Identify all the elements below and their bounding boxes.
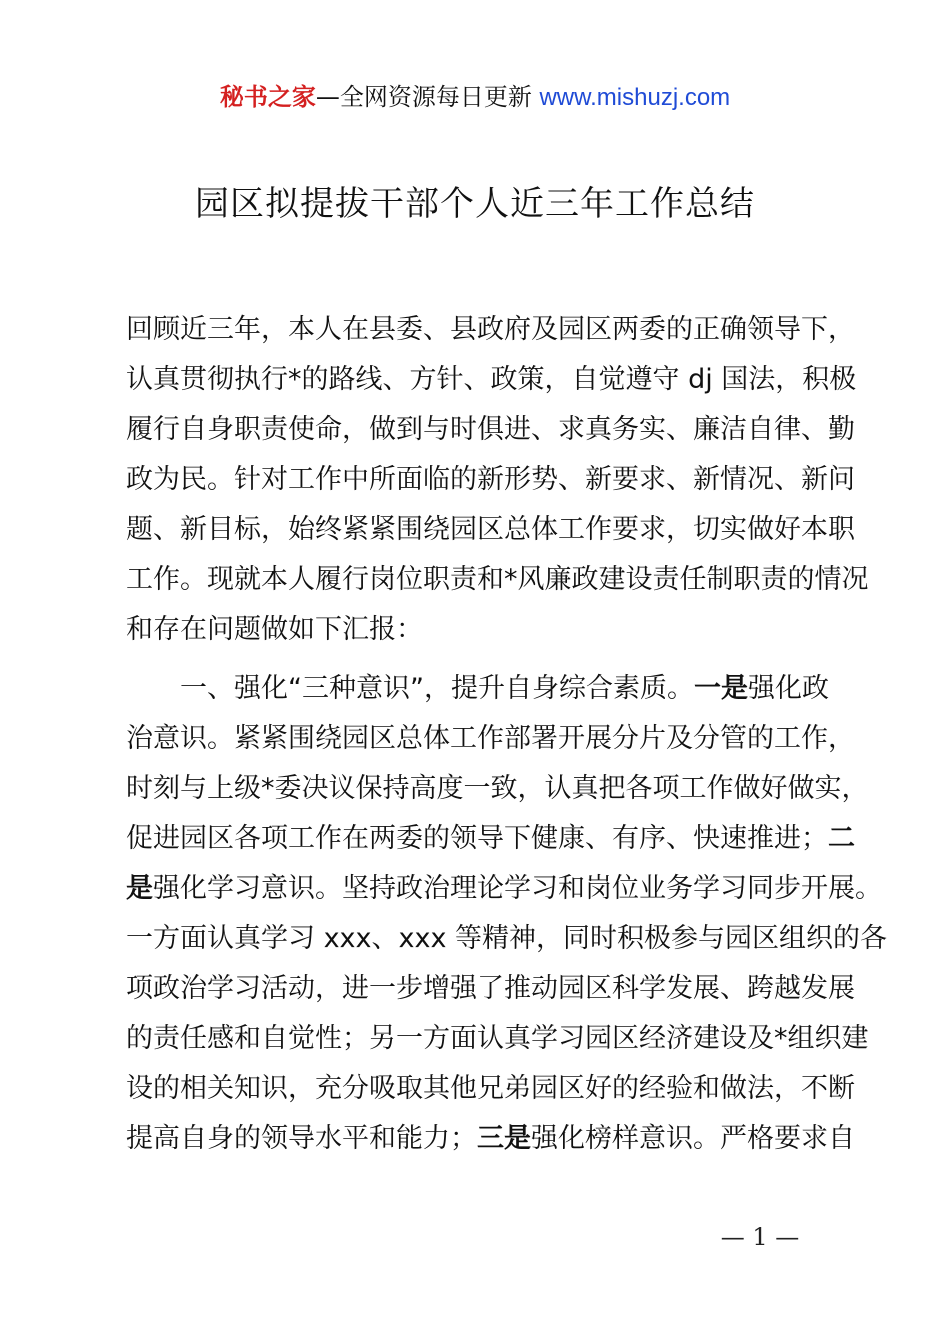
text-line: 认真贯彻执行*的路线、方针、政策，自觉遵守 dj 国法，积极 bbox=[126, 364, 857, 395]
text-line: 的责任感和自觉性；另一方面认真学习园区经济建设及*组织建 bbox=[126, 1023, 869, 1054]
bold-marker: 是 bbox=[126, 873, 153, 904]
document-title: 园区拟提拔干部个人近三年工作总结 bbox=[195, 184, 755, 224]
section-heading: 一、强化“三种意识”，提升自身综合素质。 bbox=[180, 673, 694, 704]
text-line: 政为民。针对工作中所面临的新形势、新要求、新情况、新问 bbox=[126, 464, 855, 495]
text-line: 和存在问题做如下汇报： bbox=[126, 614, 423, 645]
site-header bbox=[0, 80, 950, 115]
text-line bbox=[126, 664, 838, 714]
bold-marker: 一是 bbox=[693, 673, 748, 704]
brand-name: 秘书之家 bbox=[219, 83, 316, 111]
text-run: 强化学习意识。坚持政治理论学习和岗位业务学习同步开展。 bbox=[153, 873, 882, 904]
text-line: 时刻与上级*委决议保持高度一致，认真把各项工作做好做实， bbox=[126, 773, 869, 804]
document-body bbox=[126, 305, 888, 1164]
text-line: 项政治学习活动，进一步增强了推动园区科学发展、跨越发展 bbox=[126, 973, 855, 1004]
text-line bbox=[126, 1114, 855, 1164]
text-line: 设的相关知识，充分吸取其他兄弟园区好的经验和做法，不断 bbox=[126, 1073, 855, 1104]
text-line bbox=[126, 864, 882, 914]
paragraph-intro bbox=[126, 305, 869, 655]
page-number: — 1 — bbox=[720, 1223, 800, 1251]
text-line: 履行自身职责使命，做到与时俱进、求真务实、廉洁自律、勤 bbox=[126, 414, 855, 445]
text-line: 回顾近三年，本人在县委、县政府及园区两委的正确领导下， bbox=[126, 314, 855, 345]
site-url[interactable]: www.mishuzj.com bbox=[539, 84, 731, 111]
text-line: 一方面认真学习 xxx、xxx 等精神，同时积极参与园区组织的各 bbox=[126, 923, 888, 954]
paragraph-section-one bbox=[126, 664, 888, 1164]
paragraph-spacer bbox=[126, 655, 838, 664]
bold-marker: 三是 bbox=[477, 1123, 531, 1154]
text-run: 强化政 bbox=[747, 673, 829, 704]
text-line: 题、新目标，始终紧紧围绕园区总体工作要求，切实做好本职 bbox=[126, 514, 855, 545]
text-run: 强化榜样意识。严格要求自 bbox=[531, 1123, 855, 1154]
text-line: 工作。现就本人履行岗位职责和*风廉政建设责任制职责的情况 bbox=[126, 564, 869, 595]
text-line bbox=[126, 814, 855, 864]
text-line: 治意识。紧紧围绕园区总体工作部署开展分片及分管的工作， bbox=[126, 723, 855, 754]
text-run: 促进园区各项工作在两委的领导下健康、有序、快速推进； bbox=[126, 823, 828, 854]
header-tagline: —全网资源每日更新 bbox=[315, 83, 540, 111]
bold-marker: 二 bbox=[828, 823, 855, 854]
text-run: 提高自身的领导水平和能力； bbox=[126, 1123, 477, 1154]
